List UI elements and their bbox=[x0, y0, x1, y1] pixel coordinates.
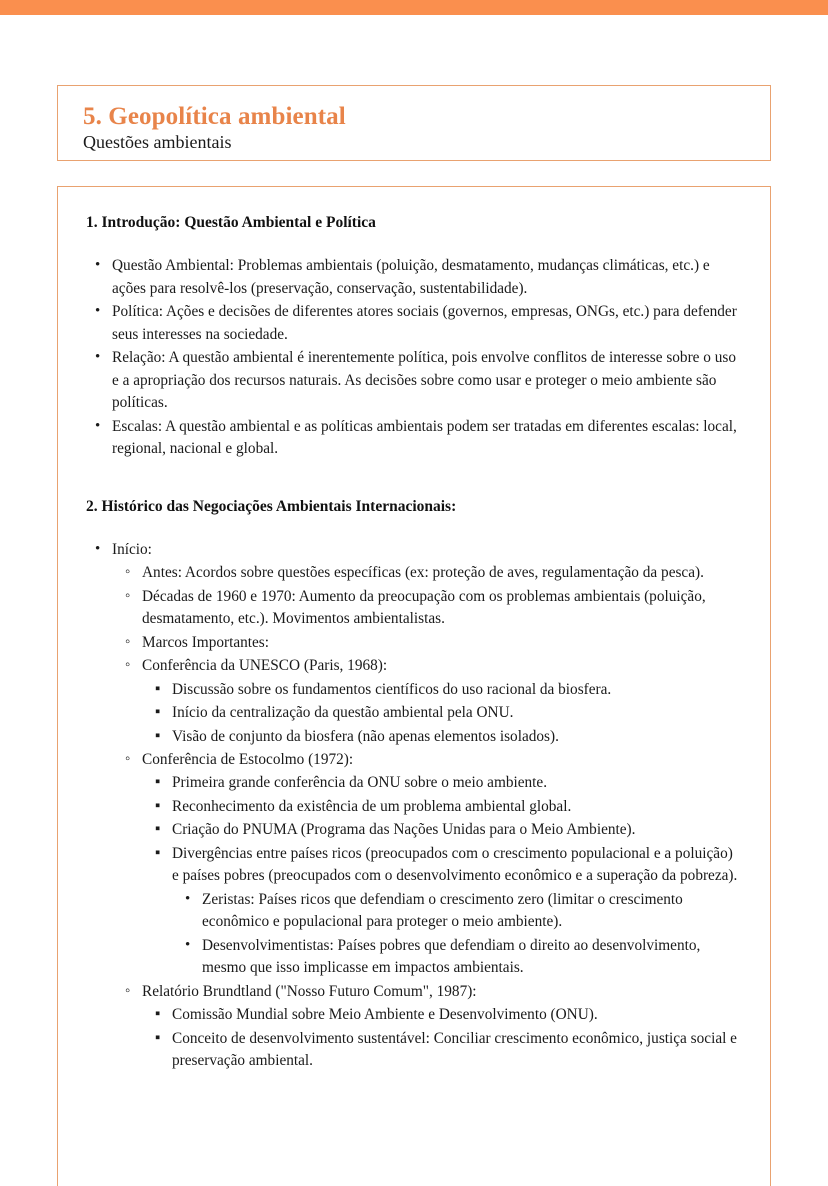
list-item-text: ▪ Discussão sobre os fundamentos científicos do uso racional da biosfera. bbox=[172, 679, 742, 701]
list-item-text: ◦ Conferência de Estocolmo (1972): bbox=[142, 749, 742, 771]
list-item bbox=[172, 679, 742, 701]
top-accent-bar bbox=[0, 0, 828, 15]
list-item-text: ◦ Conferência da UNESCO (Paris, 1968): bbox=[142, 655, 742, 677]
list-item-text: ▪ Reconhecimento da existência de um problema ambiental global. bbox=[172, 796, 742, 818]
list-item-text: • Política: Ações e decisões de diferentes atores sociais (governos, empresas, ONGs, etc.) para defender seus interesses na sociedade. bbox=[112, 301, 742, 346]
list-item-text: ◦ Marcos Importantes: bbox=[142, 632, 742, 654]
list-item-text: ▪ Comissão Mundial sobre Meio Ambiente e Desenvolvimento (ONU). bbox=[172, 1004, 742, 1026]
list-item-text: • Zeristas: Países ricos que defendiam o crescimento zero (limitar o crescimento econômico e populacional para proteger o meio ambiente). bbox=[202, 889, 742, 934]
list-item bbox=[112, 539, 742, 1073]
section-1-bullet-list bbox=[86, 255, 742, 460]
list-item-text: ▪ Início da centralização da questão ambiental pela ONU. bbox=[172, 702, 742, 724]
list-item bbox=[202, 935, 742, 980]
document-body-card bbox=[57, 186, 771, 1186]
list-item-text: • Relação: A questão ambiental é inerentemente política, pois envolve conflitos de interesse sobre o uso e a apropriação dos recursos naturais. As decisões sobre como usar e proteger o meio ambiente são políticas. bbox=[112, 347, 742, 414]
list-item bbox=[172, 796, 742, 818]
estocolmo-sublist bbox=[142, 772, 742, 979]
section-heading-1: 1. Introdução: Questão Ambiental e Política bbox=[86, 214, 376, 231]
list-item-text: ◦ Relatório Brundtland ("Nosso Futuro Comum", 1987): bbox=[142, 981, 742, 1003]
section-2-sublist bbox=[112, 562, 742, 1073]
list-item bbox=[142, 562, 742, 584]
list-item bbox=[142, 655, 742, 748]
unesco-sublist bbox=[142, 679, 742, 748]
page-title: 5. Geopolítica ambiental bbox=[83, 103, 346, 130]
section-heading-2: 2. Histórico das Negociações Ambientais Internacionais: bbox=[86, 497, 457, 515]
list-item-text: ◦ Antes: Acordos sobre questões específicas (ex: proteção de aves, regulamentação da pesca). bbox=[142, 562, 742, 584]
list-item bbox=[112, 301, 742, 346]
document-header-card bbox=[57, 85, 771, 161]
list-item bbox=[112, 255, 742, 300]
list-item bbox=[172, 772, 742, 794]
page-subtitle: Questões ambientais bbox=[83, 132, 232, 153]
list-item-text: • Questão Ambiental: Problemas ambientais (poluição, desmatamento, mudanças climáticas, etc.) e ações para resolvê-los (preservação, conservação, sustentabilidade). bbox=[112, 255, 742, 300]
list-item-text: ▪ Conceito de desenvolvimento sustentável: Conciliar crescimento econômico, justiça social e preservação ambiental. bbox=[172, 1028, 742, 1073]
list-item bbox=[172, 819, 742, 841]
brundtland-sublist bbox=[142, 1004, 742, 1072]
list-item-text: ▪ Visão de conjunto da biosfera (não apenas elementos isolados). bbox=[172, 726, 742, 748]
divergencias-sublist bbox=[172, 889, 742, 980]
list-item-text: ▪ Divergências entre países ricos (preocupados com o crescimento populacional e a poluição) e países pobres (preocupados com o desenvolvimento econômico e a superação da pobreza). bbox=[172, 843, 742, 888]
list-item bbox=[142, 981, 742, 1073]
list-item-text: ◦ Décadas de 1960 e 1970: Aumento da preocupação com os problemas ambientais (poluição, desmatamento, etc.). Movimentos ambientalistas. bbox=[142, 586, 742, 631]
list-item-text: • Desenvolvimentistas: Países pobres que defendiam o direito ao desenvolvimento, mesmo que isso implicasse em impactos ambientais. bbox=[202, 935, 742, 980]
list-item bbox=[112, 347, 742, 414]
list-item bbox=[172, 726, 742, 748]
list-item-text: ▪ Primeira grande conferência da ONU sobre o meio ambiente. bbox=[172, 772, 742, 794]
list-item bbox=[172, 1028, 742, 1073]
list-item bbox=[202, 889, 742, 934]
list-item bbox=[142, 586, 742, 631]
document-page bbox=[0, 15, 828, 1186]
list-item-text: • Início: bbox=[112, 539, 742, 561]
list-item bbox=[172, 1004, 742, 1026]
list-item bbox=[172, 843, 742, 980]
list-item bbox=[142, 749, 742, 980]
list-item-text: • Escalas: A questão ambiental e as políticas ambientais podem ser tratadas em diferentes escalas: local, regional, nacional e global. bbox=[112, 416, 742, 461]
list-item bbox=[142, 632, 742, 654]
list-item-text: ▪ Criação do PNUMA (Programa das Nações Unidas para o Meio Ambiente). bbox=[172, 819, 742, 841]
list-item bbox=[112, 416, 742, 461]
section-2-bullet-list bbox=[86, 539, 742, 1073]
list-item bbox=[172, 702, 742, 724]
